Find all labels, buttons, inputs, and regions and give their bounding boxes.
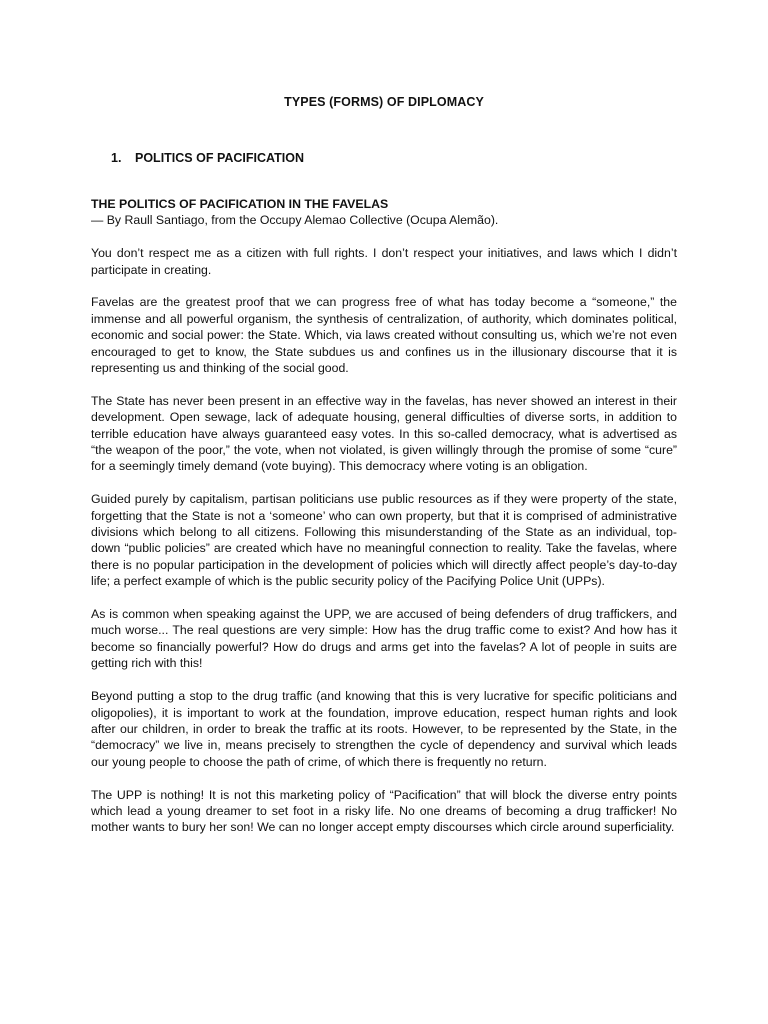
section-heading [111, 151, 304, 165]
paragraph: Favelas are the greatest proof that we can progress free of what has today become a “someone,” the immense and all powerful organism, the synthesis of centralization, of authority, which dominates political, economic and social power: the State. Which, via laws created without consulting us, which we’re not even encouraged to get to know, the State subdues us and confines us in the illusionary discourse that it is representing us and thinking of the social good. [91, 295, 677, 376]
paragraph: As is common when speaking against the UPP, we are accused of being defenders of drug traffickers, and much worse... The real questions are very simple: How has the drug traffic come to exist? And how has it become so financially powerful? How do drugs and arms get into the favelas? A lot of people in suits are getting rich with this! [91, 607, 677, 671]
document-title: TYPES (FORMS) OF DIPLOMACY [284, 95, 484, 109]
article-byline: — By Raull Santiago, from the Occupy Alemao Collective (Ocupa Alemão). [91, 213, 499, 228]
section-title: POLITICS OF PACIFICATION [135, 151, 304, 165]
section-number: 1. [111, 151, 122, 165]
paragraph: Beyond putting a stop to the drug traffic (and knowing that this is very lucrative for specific politicians and oligopolies), it is important to work at the foundation, improve education, respect human rights and look after our children, in order to break the traffic at its roots. However, to be represented by the State, in the “democracy” we live in, means precisely to strengthen the cycle of dependency and survival which leads our young people to choose the path of crime, of which there is frequently no return. [91, 689, 677, 769]
paragraph: The State has never been present in an effective way in the favelas, has never showed an interest in their development. Open sewage, lack of adequate housing, general difficulties of diverse sorts, in addition to terrible education have always guaranteed easy votes. In this so-called democracy, what is advertised as “the weapon of the poor,” the vote, when not violated, is given willingly through the promise of some “cure” for a seemingly timely demand (vote buying). This democracy where voting is an obligation. [91, 393, 677, 474]
paragraph: You don’t respect me as a citizen with full rights. I don’t respect your initiatives, and laws which I didn’t participate in creating. [91, 246, 677, 277]
article-title: THE POLITICS OF PACIFICATION IN THE FAVELAS [91, 197, 389, 211]
article-body [91, 196, 677, 852]
paragraph: Guided purely by capitalism, partisan politicians use public resources as if they were property of the state, forgetting that the State is not a ‘someone’ who can own property, but that it is comprised of administrative divisions which belong to all citizens. Following this misunderstanding of the State as an individual, top-down “public policies” are created which have no meaningful connection to reality. Take the favelas, where there is no popular participation in the development of policies which will directly affect people’s day-to-day life; a perfect example of which is the public security policy of the Pacifying Police Unit (UPPs). [91, 492, 677, 589]
paragraph: The UPP is nothing! It is not this marketing policy of “Pacification” that will block the diverse entry points which lead a young dreamer to set foot in a risky life. No one dreams of becoming a drug trafficker! No mother wants to bury her son! We can no longer accept empty discourses which circle around superficiality. [91, 787, 677, 835]
